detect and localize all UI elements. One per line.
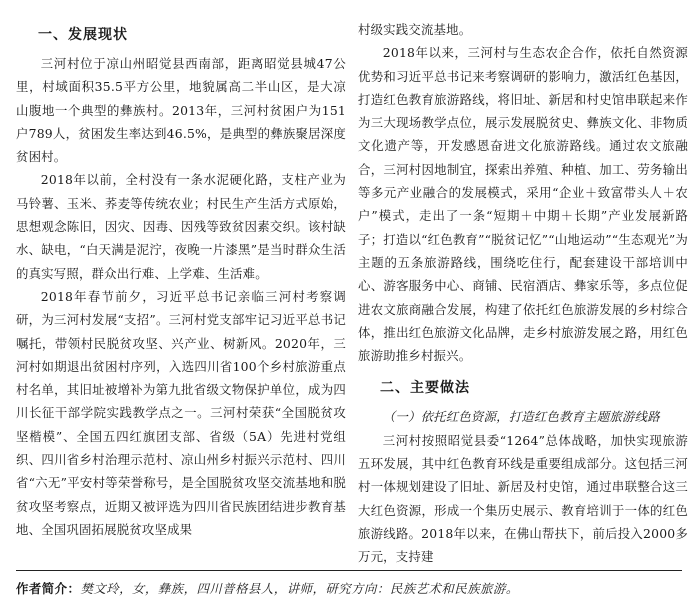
paragraph: 三河村位于凉山州昭觉县西南部，距离昭觉县城47公里，村域面积35.5平方公里，地貌属高二半山区，是大凉山腹地一个典型的彝族村。2013年，三河村贫困户为151户789人，贫困发生率达到46.5%，是典型的彝族聚居深度贫困村。: [16, 56, 346, 165]
footnote-text: 樊文玲，女，彝族，四川普格县人，讲师，研究方向：民族艺术和民族旅游。: [80, 581, 519, 596]
right-column: [358, 18, 688, 569]
paragraph-continuation: 村级实践交流基地。: [358, 22, 472, 37]
paragraph: 2018年以来，三河村与生态农企合作，依托自然资源优势和习近平总书记来考察调研的影响力，激活红色基因，打造红色教育旅游路线，将旧址、新居和村史馆串联起来作为三大现场教学点位，展示发展脱贫史、彝族文化、非物质文化遗产等，开发感恩奋进文化旅游路线。通过农文旅融合，三河村因地制宜，探索出养殖、种植、加工、劳务输出等多元产业融合的发展模式，采用“企业＋致富带头人＋农户”模式，走出了一条“短期＋中期＋长期”产业发展新路子；打造以“红色教育”“脱贫记忆”“山地运动”“生态观光”为主题的五条旅游路线，围绕吃住行，配套建设干部培训中心、游客服务中心、商铺、民宿酒店、彝家乐等，多点位促进农文旅商融合发展，构建了依托红色旅游发展的乡村综合体，推出红色旅游文化品牌，走乡村旅游发展之路，用红色旅游助推乡村振兴。: [358, 45, 688, 364]
section-heading-development-status: 一、发展现状: [38, 27, 128, 43]
paragraph: 2018年春节前夕，习近平总书记亲临三河村考察调研，为三河村发展“支招”。三河村党支部牢记习近平总书记嘱托，带领村民脱贫攻坚、兴产业、树新风。2020年，三河村如期退出贫困村序列，入选四川省100个乡村旅游重点村名单，其旧址被增补为第九批省级文物保护单位，成为四川长征干部学院实践教学点之一。三河村荣获“全国脱贫攻坚楷模”、全国五四红旗团支部、省级（5A）先进村党组织、四川省乡村治理示范村、凉山州乡村振兴示范村、四川省“六无”平安村等荣誉称号，是全国脱贫攻坚交流基地和脱贫攻坚考察点，近期又被评选为四川省民族团结进步教育基地、全国巩固拓展脱贫攻坚成果: [16, 288, 346, 537]
paragraph: 2018年以前，全村没有一条水泥硬化路，支柱产业为马铃薯、玉米、荞麦等传统农业；村民生产生活方式原始，思想观念陈旧，因灾、因毒、因残等致贫因素交织。该村缺水、缺电，“白天满是泥泞，夜晚一片漆黑”是当时群众生活的真实写照，群众出行难、上学难、生活难。: [16, 172, 346, 281]
footnote-label: 作者简介：: [16, 581, 81, 596]
left-column: [16, 18, 346, 541]
section-heading-main-practices: 二、主要做法: [380, 380, 470, 397]
subsection-heading: （一）依托红色资源，打造红色教育主题旅游线路: [382, 409, 660, 425]
paragraph: 三河村按照昭觉县委“1264”总体战略，加快实现旅游五环发展，其中红色教育环线是重要组成部分。这包括三河村一体规划建设了旧址、新居及村史馆，通过串联整合这三大红色资源，形成一个集历史展示、教育培训于一体的红色旅游线路。2018年以来，在佛山帮扶下，前后投入2000多万元，支持建: [358, 432, 688, 565]
author-footnote: [16, 570, 682, 597]
